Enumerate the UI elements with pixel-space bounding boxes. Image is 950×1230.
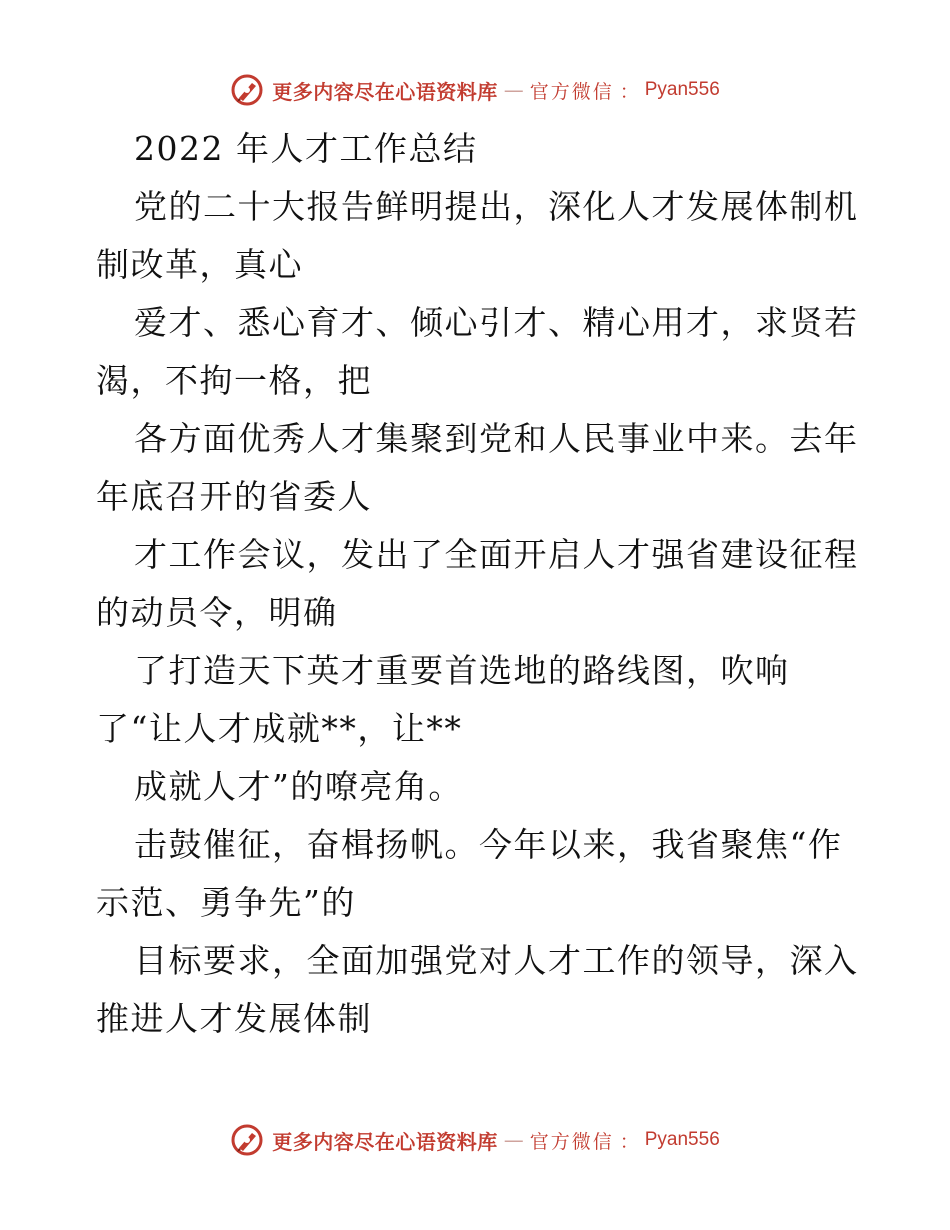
text-line: 目标要求，全面加强党对人才工作的领导，深入 bbox=[134, 941, 859, 980]
watermark-colon: ： bbox=[619, 1130, 639, 1153]
document-body bbox=[96, 120, 859, 1048]
watermark-wechat-label: 官方微信 bbox=[529, 80, 614, 103]
watermark-dash: — bbox=[503, 1128, 524, 1152]
text-line: 各方面优秀人才集聚到党和人民事业中来。去年 bbox=[134, 419, 859, 458]
pen-logo-icon bbox=[230, 73, 264, 107]
text-line: 成就人才”的嘹亮角。 bbox=[134, 767, 463, 806]
text-line: 制改革，真心 bbox=[96, 245, 303, 284]
text-line: 击鼓催征，奋楫扬帆。今年以来，我省聚焦“作 bbox=[134, 825, 843, 864]
text-line: 示范、勇争先”的 bbox=[96, 883, 356, 922]
watermark-wechat-id: Pyan556 bbox=[644, 79, 720, 100]
footer-watermark bbox=[0, 1122, 950, 1158]
pen-logo-icon bbox=[230, 1123, 264, 1157]
text-line: 了打造天下英才重要首选地的路线图，吹响 bbox=[134, 651, 790, 690]
watermark-wechat-label: 官方微信 bbox=[529, 1130, 614, 1153]
watermark-colon: ： bbox=[619, 80, 639, 103]
text-line: 的动员令，明确 bbox=[96, 593, 338, 632]
text-line: 才工作会议，发出了全面开启人才强省建设征程 bbox=[134, 535, 859, 574]
text-line: 了“让人才成就**，让** bbox=[96, 709, 463, 748]
watermark-dash: — bbox=[503, 78, 524, 102]
text-line: 爱才、悉心育才、倾心引才、精心用才，求贤若 bbox=[134, 303, 859, 342]
title-line: 2022 年人才工作总结 bbox=[134, 129, 478, 168]
text-line: 年底召开的省委人 bbox=[96, 477, 372, 516]
text-line: 党的二十大报告鲜明提出，深化人才发展体制机 bbox=[134, 187, 859, 226]
watermark-library-text: 更多内容尽在心语资料库 bbox=[272, 79, 498, 104]
watermark-library-text: 更多内容尽在心语资料库 bbox=[272, 1129, 498, 1154]
header-watermark bbox=[0, 72, 950, 108]
text-line: 渴，不拘一格，把 bbox=[96, 361, 372, 400]
watermark-wechat-id: Pyan556 bbox=[644, 1129, 720, 1150]
text-line: 推进人才发展体制 bbox=[96, 999, 372, 1038]
